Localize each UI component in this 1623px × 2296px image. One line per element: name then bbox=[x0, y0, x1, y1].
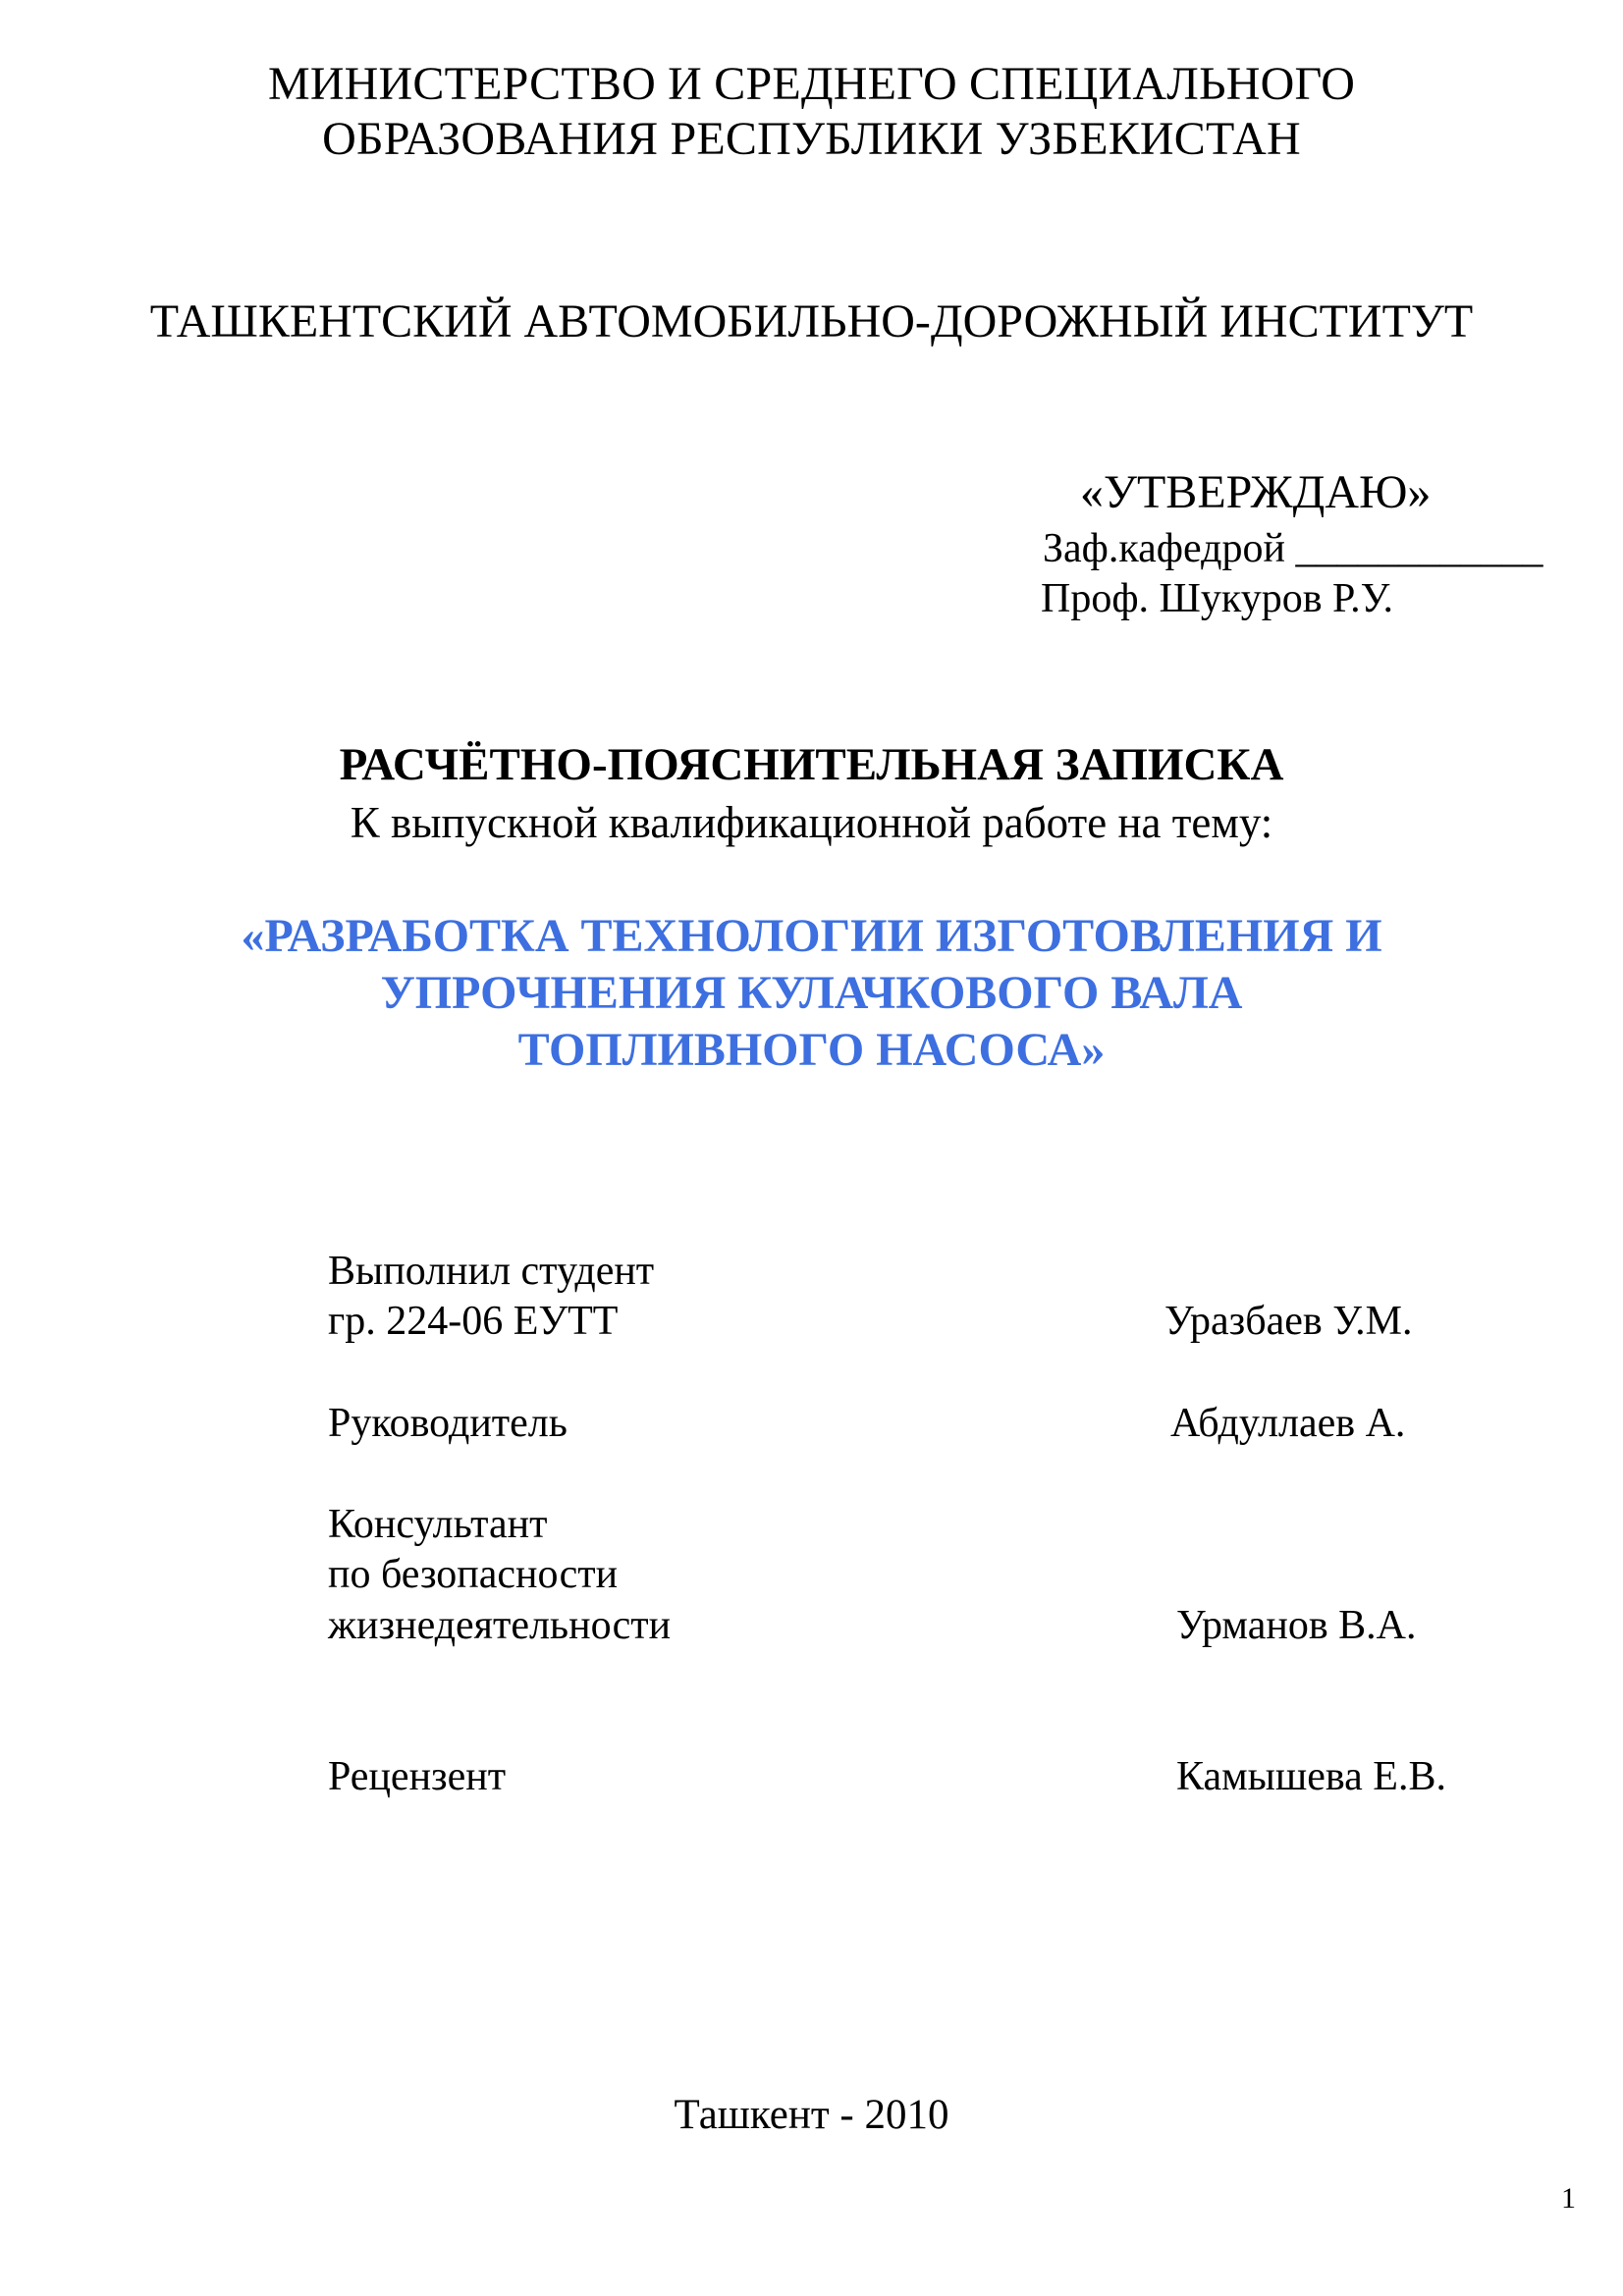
ministry-line-1: МИНИСТЕРСТВО И СРЕДНЕГО СПЕЦИАЛЬНОГО bbox=[267, 58, 1356, 110]
student-name: Уразбаев У.М. bbox=[1164, 1299, 1413, 1344]
ministry-line-2: ОБРАЗОВАНИЯ РЕСПУБЛИКИ УЗБЕКИСТАН bbox=[322, 113, 1301, 165]
reviewer-label: Рецензент bbox=[328, 1754, 507, 1799]
approval-head-of-department: Заф.кафедрой ____________ bbox=[1043, 526, 1543, 571]
approval-title: «УТВЕРЖДАЮ» bbox=[1080, 466, 1432, 518]
consultant-name: Урманов В.А. bbox=[1176, 1603, 1417, 1648]
student-label: Выполнил студент bbox=[328, 1249, 655, 1294]
consultant-field-2: жизнедеятельности bbox=[328, 1603, 672, 1648]
topic-line-1: «РАЗРАБОТКА ТЕХНОЛОГИИ ИЗГОТОВЛЕНИЯ И bbox=[241, 910, 1382, 962]
reviewer-name: Камышева Е.В. bbox=[1176, 1754, 1446, 1799]
institute-name: ТАШКЕНТСКИЙ АВТОМОБИЛЬНО-ДОРОЖНЫЙ ИНСТИТУТ bbox=[149, 295, 1474, 347]
supervisor-name: Абдуллаев А. bbox=[1170, 1401, 1406, 1446]
page-number: 1 bbox=[1561, 2182, 1576, 2215]
approval-professor: Проф. Шукуров Р.У. bbox=[1041, 576, 1394, 621]
city-year: Ташкент - 2010 bbox=[674, 2092, 949, 2138]
consultant-field-1: по безопасности bbox=[328, 1552, 619, 1597]
topic-line-2: УПРОЧНЕНИЯ КУЛАЧКОВОГО ВАЛА bbox=[380, 967, 1243, 1019]
document-title: РАСЧЁТНО-ПОЯСНИТЕЛЬНАЯ ЗАПИСКА bbox=[339, 739, 1284, 790]
consultant-label: Консультант bbox=[328, 1502, 548, 1547]
document-subtitle: К выпускной квалификационной работе на тему: bbox=[350, 798, 1273, 847]
topic-line-3: ТОПЛИВНОГО НАСОСА» bbox=[517, 1024, 1106, 1076]
student-group: гр. 224-06 ЕУТТ bbox=[328, 1299, 619, 1344]
supervisor-label: Руководитель bbox=[328, 1401, 568, 1446]
